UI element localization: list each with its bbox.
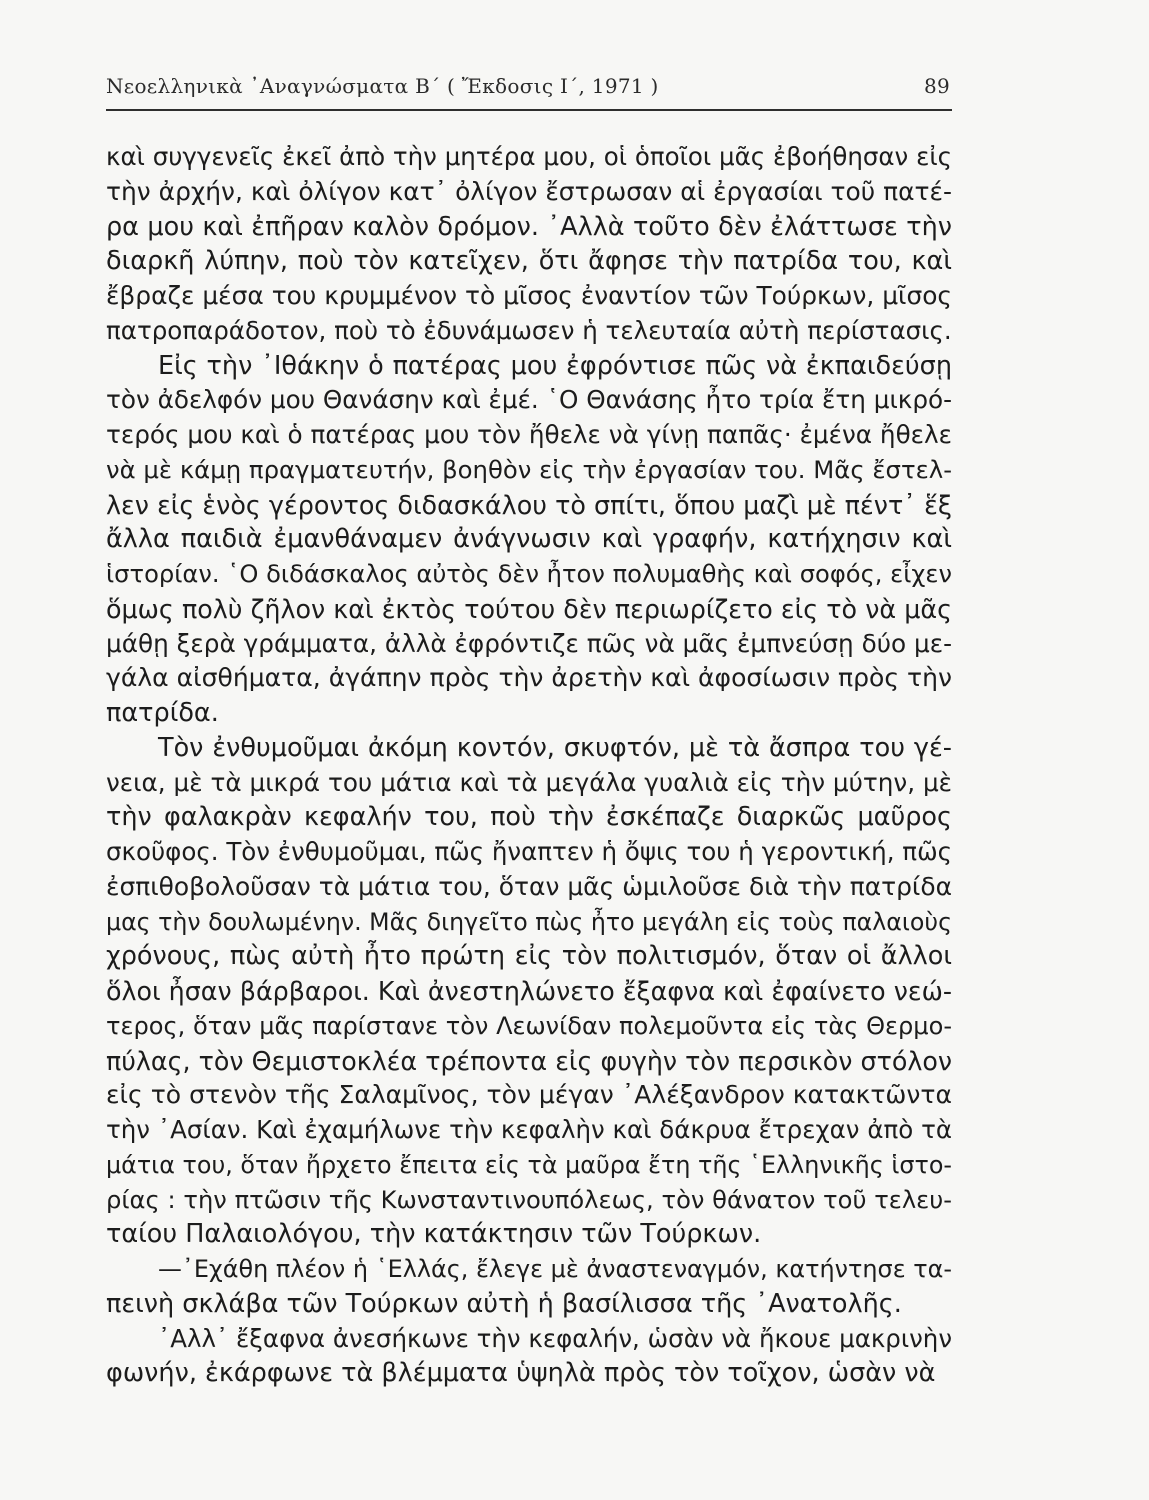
text-line: ὅλοι ἦσαν βάρβαροι. Καὶ ἀνεστηλώνετο ἔξαφνα καὶ ἐφαίνετο νεώ- [106, 976, 952, 1006]
header-rule [106, 109, 952, 111]
text-line: ταίου Παλαιολόγου, τὴν κατάκτησιν τῶν Τούρκων. [106, 1219, 762, 1250]
text-line: φωνήν, ἐκάρφωνε τὰ βλέμματα ὑψηλὰ πρὸς τὸν τοῖχον, ὡσὰν νὰ [106, 1358, 936, 1389]
running-header [106, 74, 958, 106]
text-line: νὰ μὲ κάμῃ πραγματευτήν, βοηθὸν εἰς τὴν ἐργασίαν του. Μᾶς ἔστελ- [106, 454, 952, 484]
text-line: τὴν ἀρχήν, καὶ ὀλίγον κατ᾿ ὀλίγον ἔστρωσαν αἱ ἐργασίαι τοῦ πατέ- [106, 176, 952, 206]
body-text [106, 140, 958, 1391]
text-line: πεινὴ σκλάβα τῶν Τούρκων αὐτὴ ἡ βασίλισσα τῆς ᾿Ανατολῆς. [106, 1288, 902, 1319]
text-line: μάθῃ ξερὰ γράμματα, ἀλλὰ ἐφρόντιζε πῶς νὰ μᾶς ἐμπνεύσῃ δύο με- [106, 628, 952, 658]
text-line: ἱστορίαν. ῾Ο διδάσκαλος αὐτὸς δὲν ἦτον πολυμαθὴς καὶ σοφός, εἶχεν [106, 560, 952, 588]
text-line: καὶ συγγενεῖς ἐκεῖ ἀπὸ τὴν μητέρα μου, οἱ ὁποῖοι μᾶς ἐβοήθησαν εἰς [106, 142, 952, 171]
text-line: τερος, ὅταν μᾶς παρίστανε τὸν Λεωνίδαν πολεμοῦντα εἰς τὰς Θερμο- [106, 1011, 952, 1040]
text-line: πύλας, τὸν Θεμιστοκλέα τρέποντα εἰς φυγὴν τὸν περσικὸν στόλον [106, 1045, 952, 1076]
text-line: λεν εἰς ἑνὸς γέροντος διδασκάλου τὸ σπίτι, ὅπου μαζὶ μὲ πέντ᾿ ἕξ [106, 489, 952, 520]
page-number: 89 [923, 74, 950, 98]
text-line: πατροπαράδοτον, ποὺ τὸ ἐδυνάμωσεν ἡ τελευταία αὐτὴ περίστασις. [106, 315, 952, 345]
text-line: ἔβραζε μέσα του κρυμμένον τὸ μῖσος ἐναντίον τῶν Τούρκων, μῖσος [106, 281, 952, 310]
text-line: διαρκῆ λύπην, ποὺ τὸν κατεῖχεν, ὅτι ἄφησε τὴν πατρίδα του, καὶ [106, 246, 952, 277]
text-line: Εἰς τὴν ᾿Ιθάκην ὁ πατέρας μου ἐφρόντισε πῶς νὰ ἐκπαιδεύσῃ [158, 350, 952, 381]
text-line: ἄλλα παιδιὰ ἐμανθάναμεν ἀνάγνωσιν καὶ γραφήν, κατήχησιν καὶ [106, 524, 952, 555]
running-header-title: Νεοελληνικὰ ᾿Αναγνώσματα Β΄ ( Ἔκδοσις Ι΄, 1971 ) [106, 74, 659, 98]
text-line: εἰς τὸ στενὸν τῆς Σαλαμῖνος, τὸν μέγαν ᾿Αλέξανδρον κατακτῶντα [106, 1080, 952, 1110]
text-line: Τὸν ἐνθυμοῦμαι ἀκόμη κοντόν, σκυφτόν, μὲ τὰ ἄσπρα του γέ- [158, 732, 952, 763]
text-line: γάλα αἰσθήματα, ἀγάπην πρὸς τὴν ἀρετὴν καὶ ἀφοσίωσιν πρὸς τὴν [106, 663, 952, 693]
text-line: πατρίδα. [106, 698, 219, 728]
text-line: μάτια του, ὅταν ἤρχετο ἔπειτα εἰς τὰ μαῦρα ἔτη τῆς ῾Ελληνικῆς ἱστο- [106, 1150, 952, 1179]
text-line: ρίας : τὴν πτῶσιν τῆς Κωνσταντινουπόλεως, τὸν θάνατον τοῦ τελευ- [106, 1185, 952, 1214]
text-line: τὸν ἀδελφόν μου Θανάσην καὶ ἐμέ. ῾Ο Θανάσης ἦτο τρία ἔτη μικρό- [106, 385, 952, 415]
text-line: μας τὴν δουλωμένην. Μᾶς διηγεῖτο πὼς ἦτο μεγάλη εἰς τοὺς παλαιοὺς [106, 907, 952, 936]
text-line: χρόνους, πὼς αὐτὴ ἦτο πρώτη εἰς τὸν πολιτισμόν, ὅταν οἱ ἄλλοι [106, 941, 952, 972]
text-line: νεια, μὲ τὰ μικρά του μάτια καὶ τὰ μεγάλα γυαλιὰ εἰς τὴν μύτην, μὲ [106, 767, 952, 797]
text-line: τὴν ᾿Ασίαν. Καὶ ἐχαμήλωνε τὴν κεφαλὴν καὶ δάκρυα ἔτρεχαν ἀπὸ τὰ [106, 1115, 952, 1144]
text-line: ρα μου καὶ ἐπῆραν καλὸν δρόμον. ᾿Αλλὰ τοῦτο δὲν ἐλάττωσε τὴν [106, 211, 952, 242]
text-line: τὴν φαλακρὰν κεφαλήν του, ποὺ τὴν ἐσκέπαζε διαρκῶς μαῦρος [106, 802, 952, 833]
text-line: ᾿Αλλ᾿ ἔξαφνα ἀνεσήκωνε τὴν κεφαλήν, ὡσὰν νὰ ἤκουε μακρινὴν [158, 1323, 952, 1353]
text-line: ἐσπιθοβολοῦσαν τὰ μάτια του, ὅταν μᾶς ὡμιλοῦσε διὰ τὴν πατρίδα [106, 871, 952, 901]
text-line: —᾿Εχάθη πλέον ἡ ῾Ελλάς, ἔλεγε μὲ ἀναστεναγμόν, κατήντησε τα- [158, 1255, 952, 1283]
text-line: σκοῦφος. Τὸν ἐνθυμοῦμαι, πῶς ἤναπτεν ἡ ὄψις του ἡ γεροντική, πῶς [106, 837, 952, 866]
text-line: ὅμως πολὺ ζῆλον καὶ ἐκτὸς τούτου δὲν περιωρίζετο εἰς τὸ νὰ μᾶς [106, 593, 952, 624]
text-line: τερός μου καὶ ὁ πατέρας μου τὸν ἤθελε νὰ γίνῃ παπᾶς· ἐμένα ἤθελε [106, 420, 952, 449]
